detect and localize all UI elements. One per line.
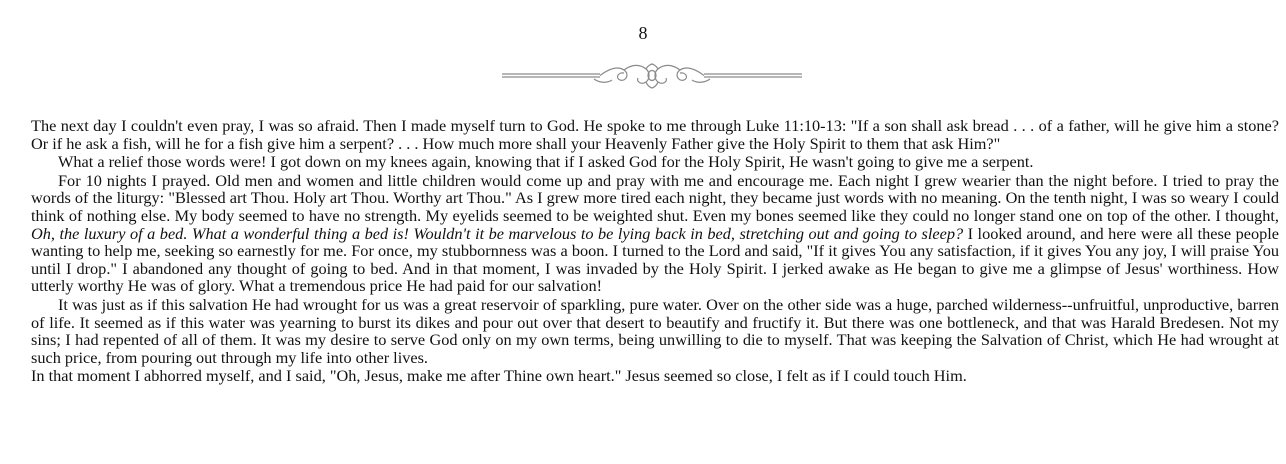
paragraph-3 — [31, 172, 1279, 295]
paragraph-4: It was just as if this salvation He had wrought for us was a great reservoir of sparkling, pure water. Over on the other side was a huge, parched wilderness--unfruitful, unproductive, barren of life. It seemed as if this water was yearning to burst its dikes and pour out over that desert to beautify and fructify it. But there was one bottleneck, and that was Harald Bredesen. Not my sins; I had repented of all of them. It was my desire to serve God only on my own terms, being unwilling to die to myself. That was keeping the Salvation of Christ, which He had wrought at such price, from pouring out through my life into other lives. — [31, 294, 1279, 367]
paragraph-3-after: I looked around, and here were all these people wanting to help me, seeking so earnestly for me. For once, my stubbornness was a boon. I turned to the Lord and said, "If it gives You any satisfaction, if it gives You any joy, I will praise You until I drop." I abandoned any thought of going to bed. And in that moment, I was invaded by the Holy Spirit. I jerked awake as He began to give me a glimpse of Jesus' worthiness. How utterly worthy He was of glory. What a tremendous price He had paid for our salvation! — [31, 223, 1279, 296]
flourish-divider-icon — [500, 60, 804, 92]
paragraph-3-before: For 10 nights I prayed. Old men and women and little children would come up and pray with me and encourage me. Each night I grew wearier than the night before. I tried to pray the words of the liturgy: "Blessed art Thou. Holy art Thou. Worthy art Thou." As I grew more tired each night, they became just words with no meaning. On the tenth night, I was so weary I could think of nothing else. My body seemed to have no strength. My eyelids seemed to be weighted shut. Even my bones seemed like they could no longer stand one on top of the other. I thought, — [31, 170, 1279, 225]
page-number: 8 — [638, 23, 648, 43]
paragraph-3-italic: Oh, the luxury of a bed. What a wonderful thing a bed is! Wouldn't it be marvelous to be lying back in bed, stretching out and going to sleep? — [31, 223, 964, 243]
body-text — [31, 117, 1279, 385]
paragraph-1: The next day I couldn't even pray, I was so afraid. Then I made myself turn to God. He spoke to me through Luke 11:10-13: "If a son shall ask bread . . . of a father, will he give him a stone? Or if he ask a fish, will he for a fish give him a serpent? . . . How much more shall your Heavenly Father give the Holy Spirit to them that ask Him?" — [31, 116, 1279, 153]
paragraph-5: In that moment I abhorred myself, and I said, "Oh, Jesus, make me after Thine own heart." Jesus seemed so close, I felt as if I could touch Him. — [31, 366, 967, 386]
paragraph-2: What a relief those words were! I got down on my knees again, knowing that if I asked God for the Holy Spirit, He wasn't going to give me a serpent. — [58, 152, 1034, 172]
